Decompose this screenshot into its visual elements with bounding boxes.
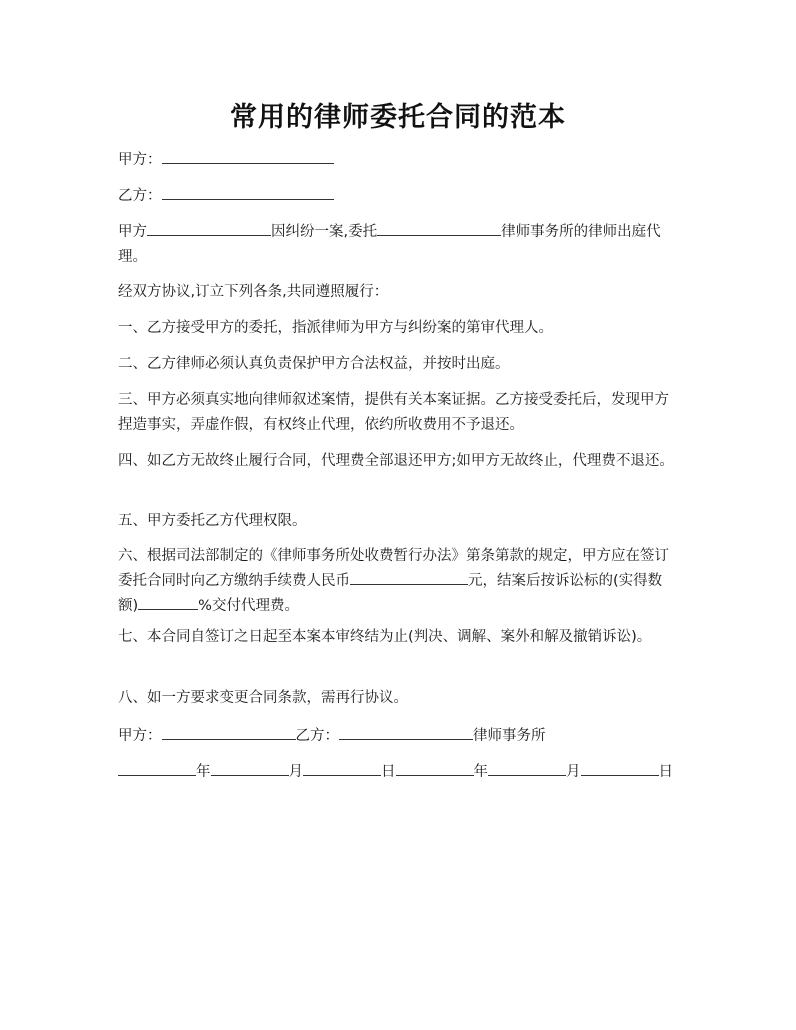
signature-firm-suffix: 律师事务所 [473,728,546,744]
clause-4: 四、如乙方无故终止履行合同，代理费全部退还甲方;如甲方无故终止，代理费不退还。 [118,453,674,469]
clause-1: 一、乙方接受甲方的委托，指派律师为甲方与纠纷案的第审代理人。 [118,320,553,336]
clause-2: 二、乙方律师必须认真负责保护甲方合法权益，并按时出庭。 [118,356,510,372]
clause-6-part-b: 元，结案后按诉讼标的(实得数额) [118,573,663,614]
clause-6-part-c: %交付代理费。 [198,598,299,614]
date-b-day-blank [581,760,659,776]
clause-8: 八、如一方要求变更合同条款，需再行协议。 [118,690,408,706]
party-a-line [118,148,680,173]
signature-party-a-blank [162,724,296,740]
intro-paragraph [118,220,680,270]
date-a-month-label: 月 [288,764,303,780]
clause-3: 三、甲方必须真实地向律师叙述案情，提供有关本案证据。乙方接受委托后，发现甲方捏造事实，弄虚作假，有权终止代理，依约所收费用不予退还。 [118,392,669,433]
intro-part-1: 甲方 [118,224,147,240]
date-a-day-blank [303,760,381,776]
clause-7: 七、本合同自签订之日起至本案本审终结为止(判决、调解、案外和解及撤销诉讼)。 [118,629,652,645]
intro-part-2: 因纠纷一案,委托 [271,224,378,240]
signature-party-b-blank [339,724,473,740]
party-a-blank [162,148,334,164]
date-b-day-label: 日 [658,764,673,780]
date-a-day-label: 日 [381,764,396,780]
date-a-month-blank [211,760,289,776]
date-b-month-blank [488,760,566,776]
date-line [118,760,680,785]
signature-line [118,724,680,749]
date-a-year-label: 年 [196,764,211,780]
clause-6-part-a: 六、根据司法部制定的《律师事务所处收费暂行办法》第条第款的规定，甲方应在签订委托合同时向乙方缴纳手续费人民币 [118,548,669,589]
agreement-intro: 经双方协议,订立下列各条,共同遵照履行： [118,284,389,300]
fee-amount-blank [350,569,468,585]
clause-6 [118,544,680,619]
signature-party-a-label: 甲方： [118,728,162,744]
date-a-year-blank [118,760,196,776]
date-b-month-label: 月 [566,764,581,780]
case-blank [147,220,271,236]
fee-percent-blank [138,594,198,610]
party-a-label: 甲方： [118,152,162,168]
intro-part-3: 律师事务所的律师出庭代理。 [118,224,661,265]
signature-party-b-label: 乙方： [295,728,339,744]
law-firm-blank [377,220,501,236]
date-b-year-blank [396,760,474,776]
party-b-label: 乙方： [118,188,162,204]
party-b-line [118,184,680,209]
clause-5: 五、甲方委托乙方代理权限。 [118,513,307,529]
page-title: 常用的律师委托合同的范本 [230,102,566,133]
party-b-blank [162,184,334,200]
date-b-year-label: 年 [473,764,488,780]
